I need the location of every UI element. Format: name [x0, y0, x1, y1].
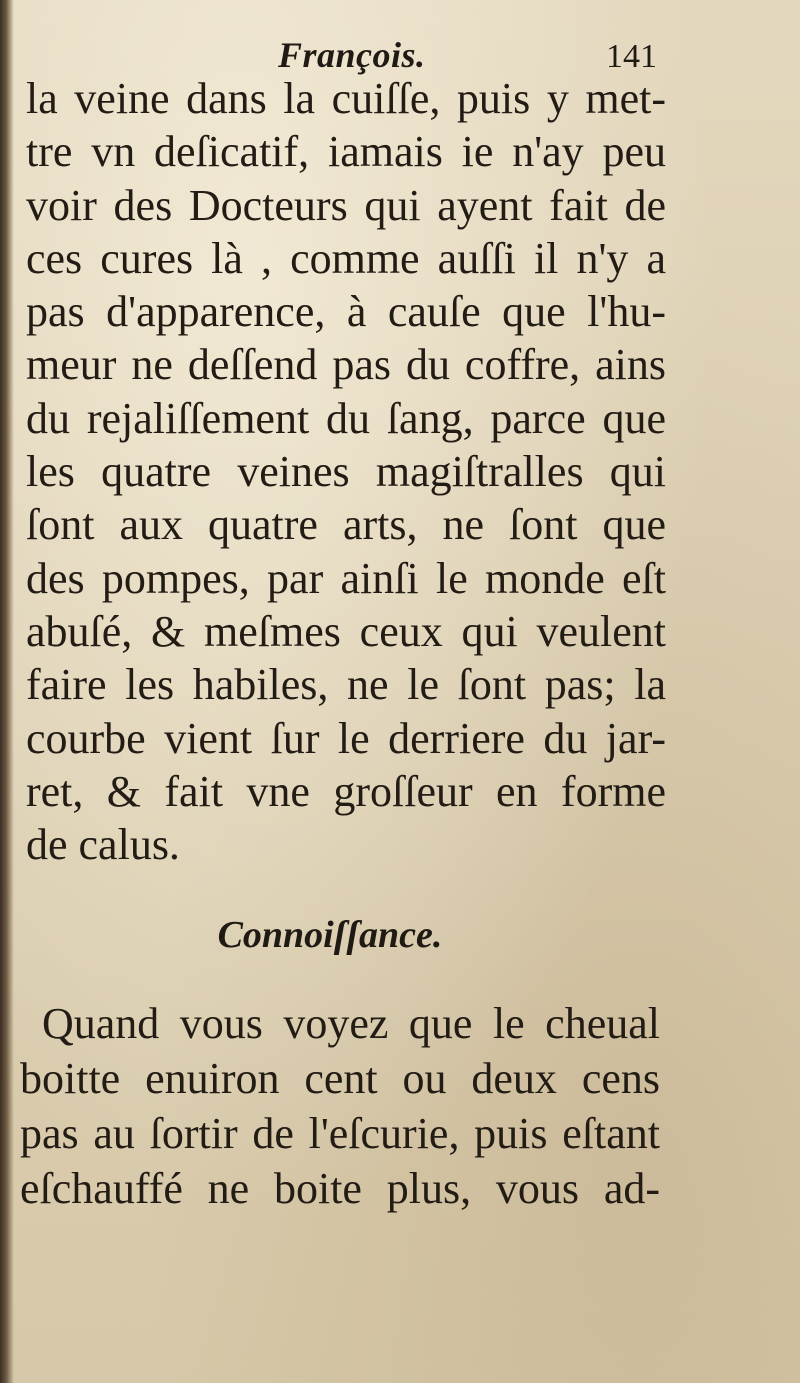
- page-number: 141: [606, 38, 657, 75]
- text-line: meur ne deſſend pas du coffre, ains: [26, 340, 666, 390]
- text-line: de calus.: [26, 820, 180, 870]
- text-line: les quatre veines magiſtralles qui: [26, 447, 666, 497]
- text-line: du rejaliſſement du ſang, parce que: [26, 393, 666, 443]
- text-line: la veine dans la cuiſſe, puis y met-: [26, 74, 666, 123]
- text-line: ret, & fait vne groſſeur en forme: [26, 766, 666, 816]
- binding-edge: [0, 0, 14, 1383]
- text-line: faire les habiles, ne le ſont pas; la: [26, 660, 666, 710]
- paragraph-1: [26, 72, 666, 871]
- text-line: boitte enuiron cent ou deux cens: [20, 1054, 660, 1103]
- text-line: des pompes, par ainſi le monde eſt: [26, 553, 666, 603]
- text-line: Quand vous voyez que le cheual: [42, 999, 660, 1048]
- text-line: pas d'apparence, à cauſe que l'hu-: [26, 287, 666, 337]
- text-line: eſchauffé ne boite plus, vous ad-: [20, 1164, 660, 1213]
- text-line: ces cures là , comme auſſi il n'y a: [26, 233, 666, 283]
- text-line: abuſé, & meſmes ceux qui veulent: [26, 606, 666, 656]
- section-heading: Connoiſſance.: [217, 914, 443, 956]
- running-head: François.: [278, 35, 426, 75]
- text-line: tre vn deſicatif, iamais ie n'ay peu: [26, 127, 666, 177]
- text-line: ſont aux quatre arts, ne ſont que: [26, 500, 666, 550]
- paragraph-2: [20, 996, 660, 1216]
- text-line: courbe vient ſur le derriere du jar-: [26, 713, 666, 763]
- text-line: pas au ſortir de l'eſcurie, puis eſtant: [20, 1109, 660, 1158]
- text-line: voir des Docteurs qui ayent fait de: [26, 180, 666, 230]
